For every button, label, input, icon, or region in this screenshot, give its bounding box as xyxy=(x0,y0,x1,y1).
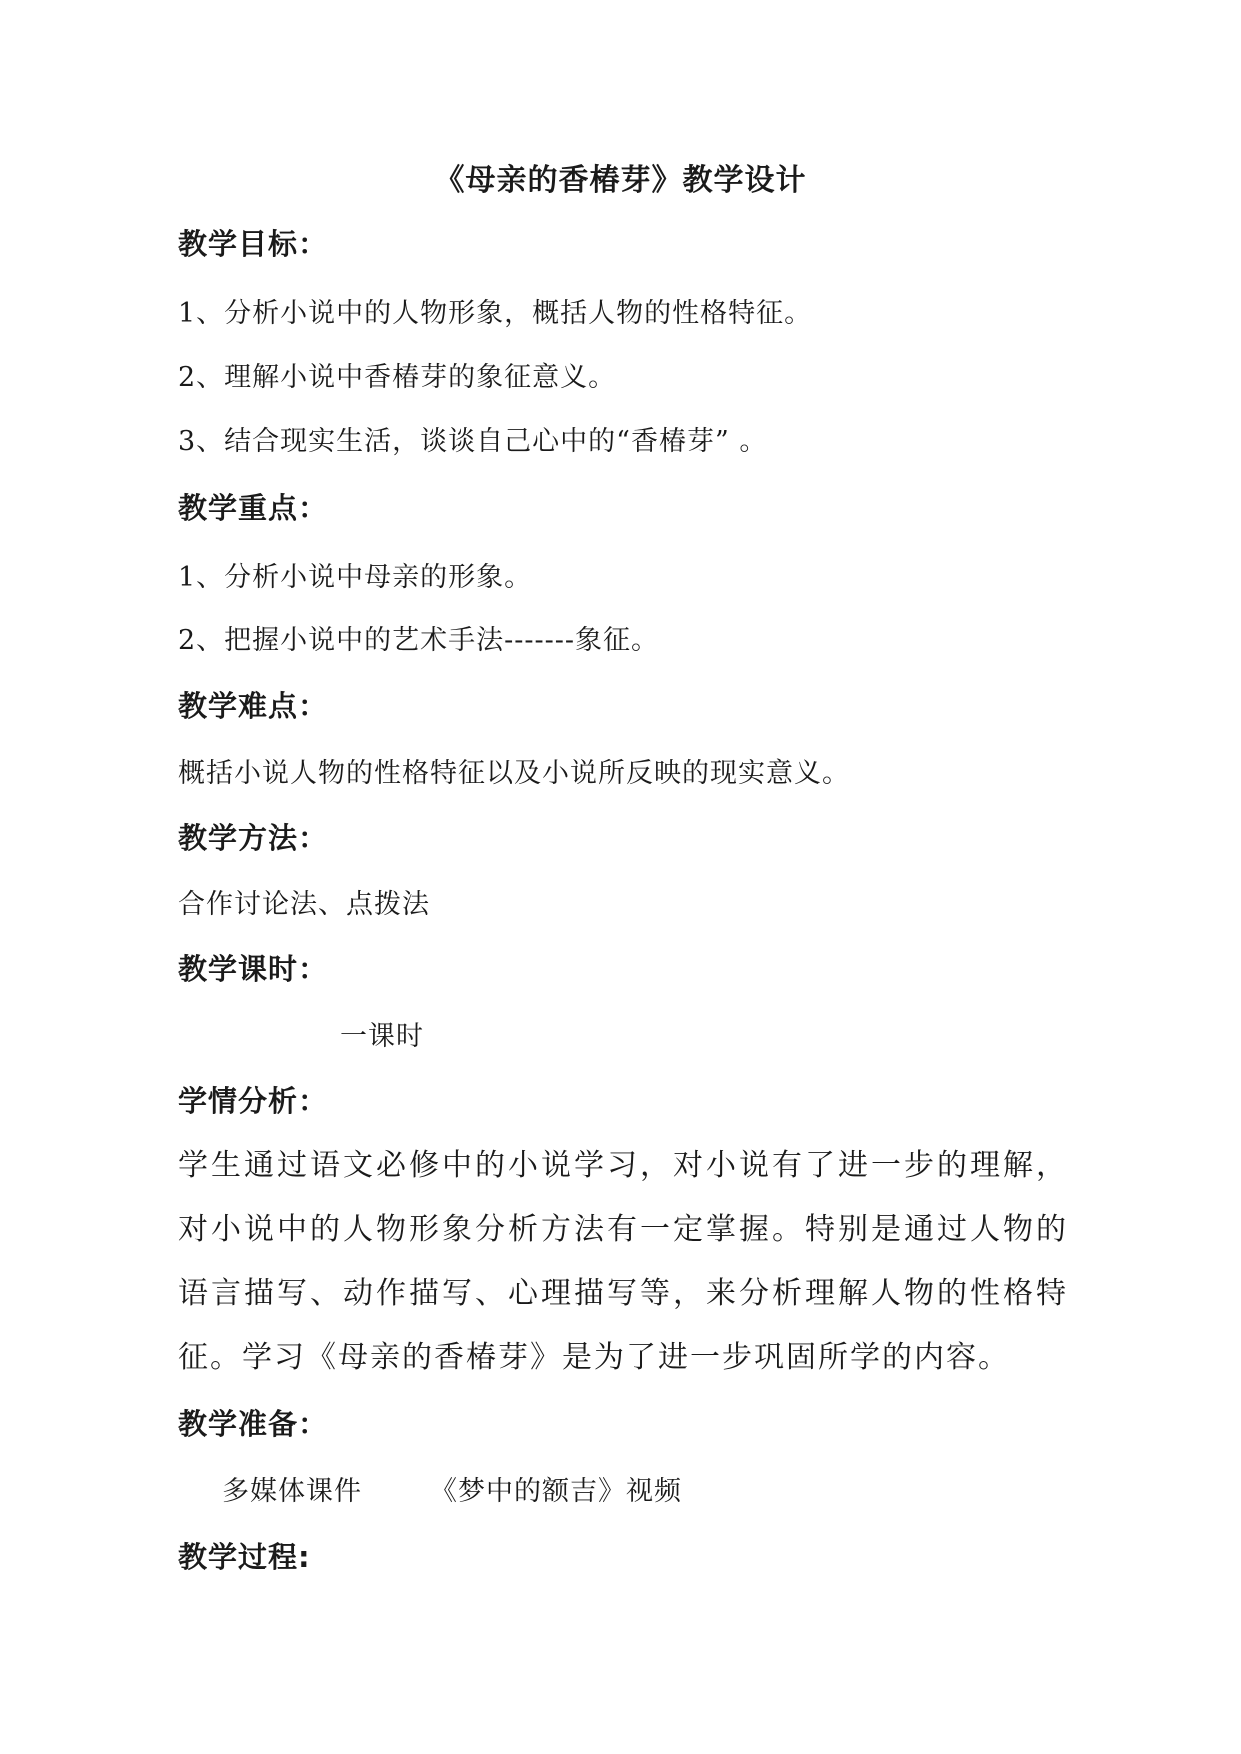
method-heading: 教学方法： xyxy=(178,821,329,855)
hours-heading: 教学课时： xyxy=(178,952,329,986)
objectives-heading: 教学目标： xyxy=(178,227,329,261)
difficulty-text: 概括小说人物的性格特征以及小说所反映的现实意义。 xyxy=(178,758,850,789)
preparation-heading: 教学准备： xyxy=(178,1407,329,1441)
keypoints-heading: 教学重点： xyxy=(178,491,329,525)
document-title: 《母亲的香椿芽》教学设计 xyxy=(434,163,807,198)
objective-item-2: 2、理解小说中香椿芽的象征意义。 xyxy=(178,362,617,393)
analysis-heading: 学情分析： xyxy=(178,1084,329,1118)
objective-item-3: 3、结合现实生活，谈谈自己心中的“香椿芽” 。 xyxy=(178,426,768,457)
keypoint-item-2: 2、把握小说中的艺术手法-------象征。 xyxy=(178,625,660,656)
keypoint-item-1: 1、分析小说中母亲的形象。 xyxy=(178,562,533,593)
objective-item-1: 1、分析小说中的人物形象，概括人物的性格特征。 xyxy=(178,298,813,329)
preparation-item-courseware: 多媒体课件 xyxy=(222,1476,362,1507)
hours-text: 一课时 xyxy=(340,1021,424,1052)
analysis-paragraph: 学生通过语文必修中的小说学习，对小说有了进一步的理解，对小说中的人物形象分析方法有一定掌握。特别是通过人物的语言描写、动作描写、心理描写等，来分析理解人物的性格特征。学习《母亲的香椿芽》是为了进一步巩固所学的内容。 xyxy=(178,1148,1068,1375)
method-text: 合作讨论法、点拨法 xyxy=(178,889,430,920)
difficulty-heading: 教学难点： xyxy=(178,689,329,723)
preparation-item-video: 《梦中的额吉》视频 xyxy=(430,1476,682,1507)
process-heading: 教学过程: xyxy=(178,1540,311,1574)
